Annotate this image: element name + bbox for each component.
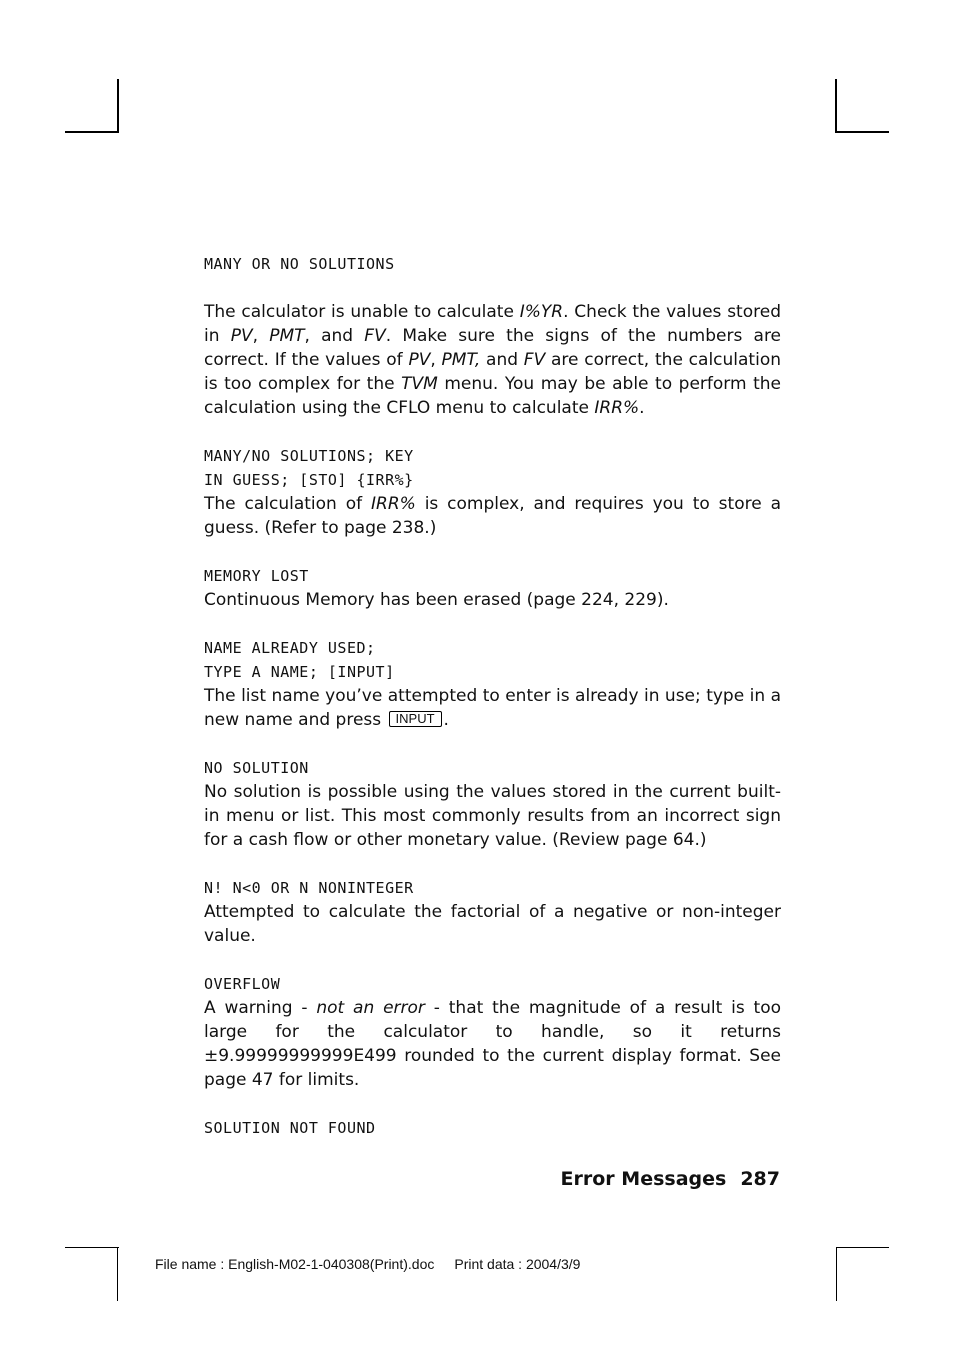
error-entry bbox=[204, 252, 781, 420]
italic-term: I%YR bbox=[519, 302, 564, 322]
italic-term: TVM bbox=[401, 374, 438, 394]
error-message-text: NO SOLUTION bbox=[204, 759, 309, 777]
description-text: . Make sure the signs of the numbers are correct. If the values of bbox=[204, 326, 782, 370]
error-message-text: MEMORY LOST bbox=[204, 567, 309, 585]
italic-term: IRR% bbox=[594, 398, 640, 418]
error-message-text: SOLUTION NOT FOUND bbox=[204, 1119, 376, 1137]
italic-term: IRR% bbox=[371, 494, 416, 514]
description-text: , bbox=[252, 326, 270, 346]
error-message-text: IN GUESS; [STO] {IRR%} bbox=[204, 471, 414, 489]
description-text: The calculation of bbox=[204, 494, 372, 514]
description-text: . Check the values stored in bbox=[204, 302, 781, 346]
description-text: The list name you’ve attempted to enter is already in use; type in a new name and press bbox=[204, 686, 781, 730]
error-entry bbox=[204, 1116, 781, 1140]
crop-mark-top-right-horizontal bbox=[835, 131, 889, 133]
italic-term: not an error bbox=[316, 998, 425, 1018]
description-text: menu. You may be able to perform the calculation using the CFLO menu to calculate bbox=[204, 374, 781, 418]
description-text: is complex, and requires you to store a guess. (Refer to page 238.) bbox=[204, 494, 781, 538]
description-text: . bbox=[443, 710, 449, 730]
error-message-list bbox=[204, 252, 781, 1164]
crop-mark-bottom-right-horizontal bbox=[836, 1247, 889, 1248]
italic-term: FV bbox=[364, 326, 386, 346]
crop-mark-top-right-vertical bbox=[835, 79, 837, 133]
error-entry bbox=[204, 444, 781, 540]
description-text: Attempted to calculate the factorial of a negative or non-integer value. bbox=[204, 902, 781, 946]
error-message-text: MANY/NO SOLUTIONS; KEY bbox=[204, 447, 414, 465]
description-text: , bbox=[430, 350, 442, 370]
description-text: Continuous Memory has been erased (page 224, 229). bbox=[204, 590, 669, 610]
input-key-icon: INPUT bbox=[389, 711, 442, 727]
page-number: 287 bbox=[740, 1168, 780, 1190]
description-text: and bbox=[480, 350, 524, 370]
error-message-text: NAME ALREADY USED; bbox=[204, 639, 376, 657]
print-date: Print data : 2004/3/9 bbox=[454, 1256, 581, 1272]
file-name: File name : English-M02-1-040308(Print).doc bbox=[155, 1256, 435, 1272]
section-title: Error Messages bbox=[560, 1168, 727, 1190]
crop-mark-bottom-right-vertical bbox=[836, 1247, 837, 1301]
description-text: - that the magnitude of a result is too large for the calculator to handle, so it returns ±9.99999999999E499 rounded to the current display format. See page 47 for limits. bbox=[204, 998, 781, 1090]
description-text: . bbox=[639, 398, 645, 418]
error-entry bbox=[204, 756, 781, 852]
error-entry bbox=[204, 876, 781, 948]
error-description bbox=[204, 996, 781, 1092]
description-text: A warning - bbox=[204, 998, 317, 1018]
error-description bbox=[204, 900, 781, 948]
error-message-text: OVERFLOW bbox=[204, 975, 281, 993]
error-description bbox=[204, 300, 781, 420]
italic-term: PV bbox=[230, 326, 253, 346]
error-description bbox=[204, 492, 781, 540]
description-text: are correct, the calculation is too complex for the bbox=[204, 350, 781, 394]
print-info bbox=[155, 1256, 580, 1272]
italic-term: PV bbox=[408, 350, 431, 370]
error-entry bbox=[204, 636, 781, 732]
description-text: , and bbox=[304, 326, 365, 346]
error-description bbox=[204, 588, 781, 612]
crop-mark-top-left-horizontal bbox=[65, 131, 119, 133]
error-message-text: MANY OR NO SOLUTIONS bbox=[204, 255, 395, 273]
italic-term: PMT bbox=[269, 326, 305, 346]
page-footer bbox=[561, 1168, 780, 1190]
italic-term: FV bbox=[523, 350, 546, 370]
error-description bbox=[204, 684, 781, 732]
error-message-text: N! N<0 OR N NONINTEGER bbox=[204, 879, 414, 897]
description-text: The calculator is unable to calculate bbox=[204, 302, 520, 322]
error-description bbox=[204, 780, 781, 852]
crop-mark-top-left-vertical bbox=[117, 79, 119, 133]
crop-mark-bottom-left-horizontal bbox=[65, 1247, 119, 1248]
error-entry bbox=[204, 972, 781, 1092]
description-text: No solution is possible using the values stored in the current built-in menu or list. This most commonly results from an incorrect sign for a cash flow or other monetary value. (Review page 64.) bbox=[204, 782, 781, 850]
error-entry bbox=[204, 564, 781, 612]
italic-term: PMT, bbox=[441, 350, 481, 370]
error-message-text: TYPE A NAME; [INPUT] bbox=[204, 663, 395, 681]
crop-mark-bottom-left-vertical bbox=[117, 1247, 118, 1301]
